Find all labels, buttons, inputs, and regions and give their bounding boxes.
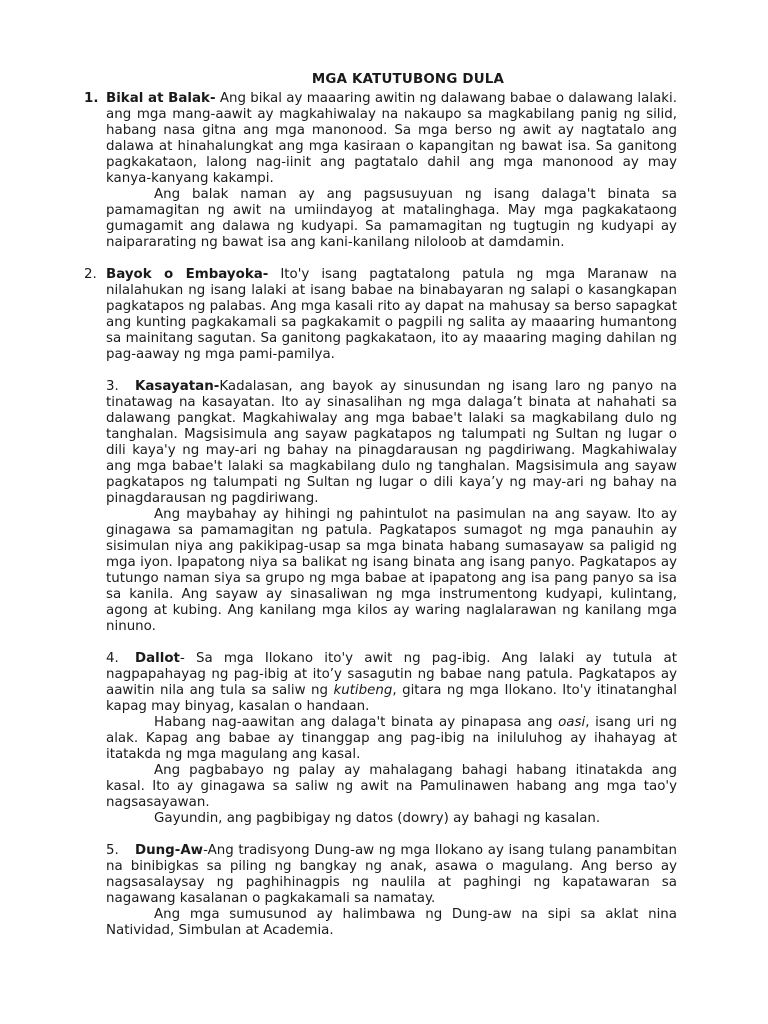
paragraph-text: -Ang tradisyong Dung-aw ng mga Ilokano ay isang tulang panambitan na binibigkas sa piling ng bangkay ng anak, asawa o magulang. Ang berso ay nagsasalaysay ng paghihinagpis ng naulila at paghingi ng kapatawaran sa nagawang kasalanan o pagkakamali sa namatay. (106, 843, 677, 906)
section-kasayatan (106, 379, 677, 635)
paragraph-text: - Sa mga Ilokano ito'y awit ng pag-ibig. Ang lalaki ay tutula at nagpapahayag ng pag-ibig at ito’y sasagutin ng babae nang patula. Pagkatapos ay aawitin nila ang tula sa saliw ng (106, 651, 677, 698)
paragraph (106, 843, 677, 907)
section-number: 5. (106, 843, 119, 858)
paragraph: Ang pagbabayo ng palay ay mahalagang bahagi habang itinatakda ang kasal. Ito ay ginagawa sa saliw ng awit na Pamulinawen habang ang mga tao'y nagsasayawan. (106, 763, 677, 810)
paragraph-text: Ito'y isang pagtatalong patula ng mga Maranaw na nilalahukan ng isang lalaki at isang babae na binabayaran ng salapi o kasangkapan pagkatapos ng palabas. Ang mga kasali rito ay dapat na mahusay sa berso sapagkat ang kunting pagkakamali sa pagkakamit o pagpili ng salita ay maaaring humantong sa mainitang sagutan. Sa ganitong pagkakataon, ito ay maaaring maging dahilan ng pag-aaway ng mga pami-pamilya. (106, 267, 677, 362)
italic-term: kutibeng (333, 683, 393, 698)
paragraph-text: , isang uri ng alak. Kapag ang babae ay tinanggap ang pag-ibig na iniluluhog ay ihahayag at itatakda ng mga magulang ang kasal. (106, 715, 677, 762)
paragraph-text: , gitara ng mga Ilokano. Ito'y itinatanghal kapag may binyag, kasalan o handaan. (106, 683, 677, 714)
paragraph: Ang mga sumusunod ay halimbawa ng Dung-aw na sipi sa aklat nina Natividad, Simbulan at Academia. (106, 907, 677, 938)
section-number: 1. (84, 91, 99, 106)
paragraph-text: Habang nag-aawitan ang dalaga't binata ay pinapasa ang (154, 715, 559, 730)
paragraph: Gayundin, ang pagbibigay ng datos (dowry) ay bahagi ng kasalan. (154, 811, 601, 826)
section-term: Bayok o Embayoka- (106, 267, 269, 282)
document-body (84, 91, 678, 939)
section-dallot (106, 651, 677, 827)
section-bayok (84, 267, 677, 363)
paragraph (106, 715, 677, 763)
document-title: MGA KATUTUBONG DULA (311, 72, 505, 87)
section-term: Dallot (135, 651, 180, 666)
section-number: 3. (106, 379, 119, 394)
paragraph (106, 651, 677, 715)
paragraph: Ang maybahay ay hihingi ng pahintulot na pasimulan na ang sayaw. Ito ay ginagawa sa pamamagitan ng patula. Pagkatapos sumagot ng mga panauhin ay sisimulan niya ang pakikipag-usap sa mga binata habang sumasayaw sa paligid ng mga iyon. Ipapatong niya sa balikat ng isang binata ang isang panyo. Pagkatapos ay tutungo naman siya sa grupo ng mga babae at ipapatong ang isa pang panyo sa isa sa kanila. Ang sayaw ay sinasaliwan ng mga instrumentong kudyapi, kulintang, agong at kubing. Ang kanilang mga kilos ay waring naglalarawan ng kanilang mga ninuno. (106, 507, 677, 634)
paragraph-text: Ang bikal ay maaaring awitin ng dalawang babae o dalawang lalaki. ang mga mang-aawit ay magkahiwalay na nakaupo sa magkabilang panig ng silid, habang nasa gitna ang mga manonood. Sa mga berso ng awit ay nagtatalo ang dalawa at hinahalungkat ang mga kasiraan o kapangitan ng bawat isa. Sa ganitong pagkakataon, lalong nag-iinit ang pagtatalo dahil ang mga manonood ay may kanya-kanyang kakampi. (106, 91, 678, 186)
paragraph (106, 91, 677, 187)
paragraph (106, 379, 677, 507)
section-dung-aw (106, 843, 677, 939)
paragraph: Ang balak naman ay ang pagsusuyuan ng isang dalaga't binata sa pamamagitan ng awit na umiindayog at matalinghaga. May mga pagkakataong gumagamit ang dalawa ng kudyapi. Sa pamamagitan ng tugtugin ng kudyapi ay naipararating ng bawat isa ang kani-kanilang niloloob at damdamin. (106, 187, 677, 250)
section-number: 4. (106, 651, 119, 666)
section-term: Bikal at Balak- (106, 91, 216, 106)
section-term: Kasayatan- (135, 379, 220, 394)
italic-term: oasi (558, 715, 586, 730)
paragraph (106, 267, 677, 363)
section-number: 2. (84, 267, 97, 282)
section-bikal-at-balak (84, 91, 678, 251)
section-term: Dung-Aw (135, 843, 204, 858)
paragraph-text: Kadalasan, ang bayok ay sinusundan ng isang laro ng panyo na tinatawag na kasayatan. Ito ay sinasalihan ng mga dalaga’t binata at nahahati sa dalawang pangkat. Magkahiwalay ang mga babae't lalaki sa magkabilang dulo ng tanghalan. Magsisimula ang sayaw pagkatapos ng talumpati ng Sultan ng lugar o dili kaya'y ng may-ari ng bahay na pinagdarausan ng pagdiriwang. Magkahiwalay ang mga babae't lalaki sa magkabilang dulo ng tanghalan. Magsisimula ang sayaw pagkatapos ng talumpati ng Sultan ng lugar o dili kaya’y ng may-ari ng bahay na pinagdarausan ng pagdiriwang. (106, 379, 677, 506)
